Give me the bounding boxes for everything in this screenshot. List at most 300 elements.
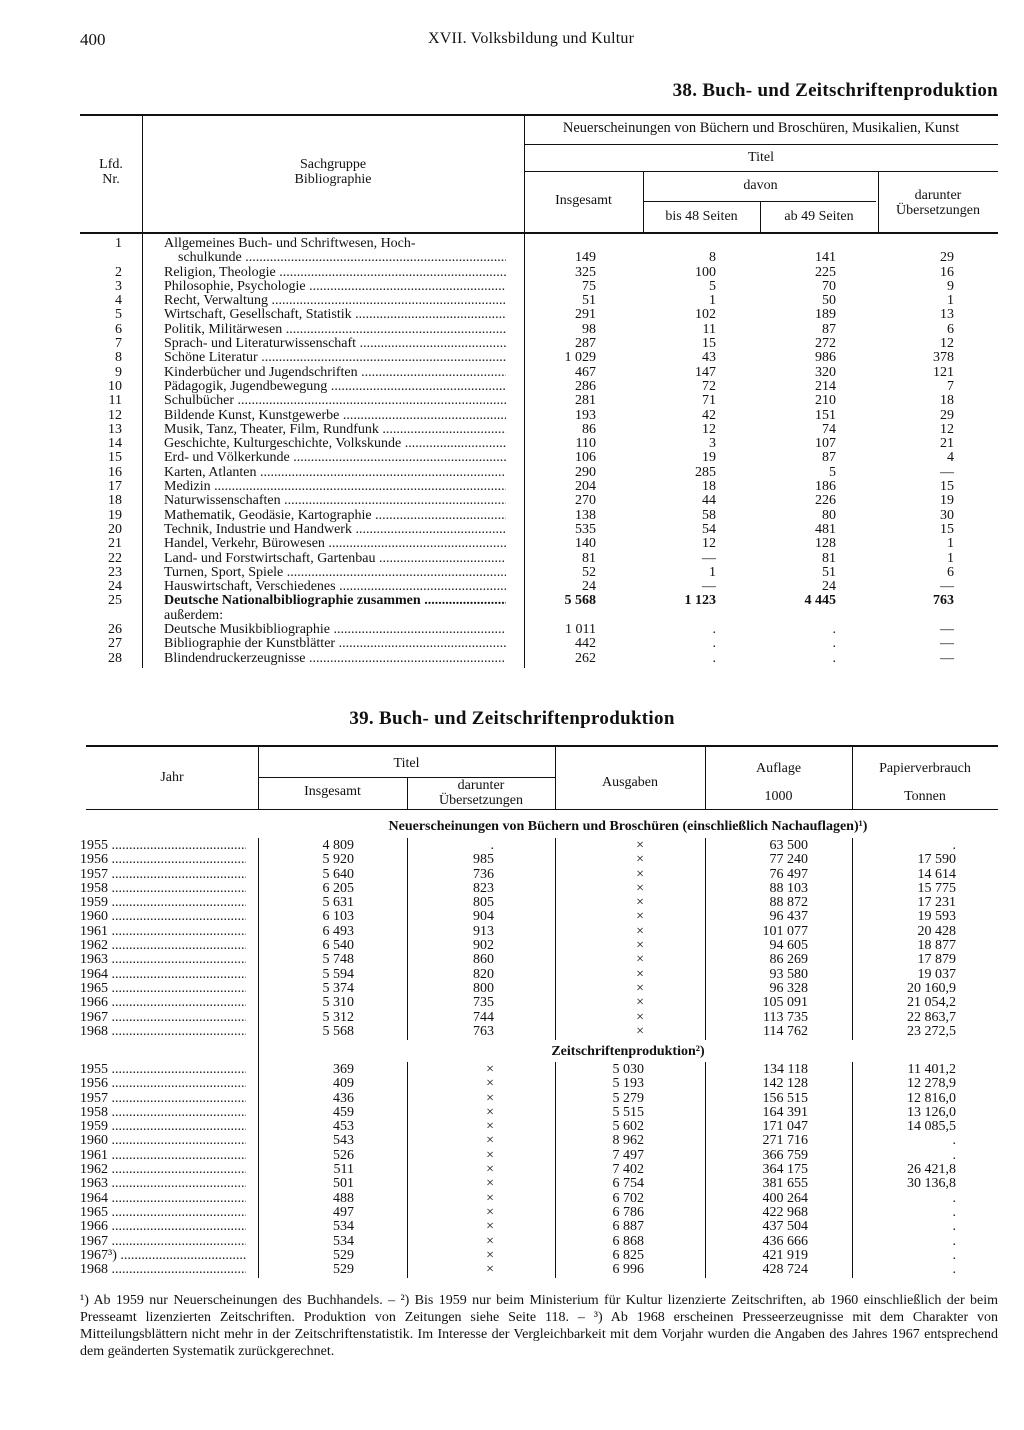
cell-ab49: 186	[815, 479, 836, 495]
table-row	[80, 509, 998, 523]
row-year: 1965 .....	[80, 982, 246, 996]
cell-uebersetzungen: ×	[486, 1090, 494, 1106]
cell-bis48: 12	[702, 536, 716, 552]
cell-ab49: 51	[822, 564, 836, 580]
cell-insgesamt: 1 029	[564, 350, 596, 366]
row-year: 1956 .....	[80, 1077, 246, 1091]
cell-uebersetzungen: 6	[947, 321, 954, 337]
table-row	[80, 237, 998, 251]
cell-bis48: 102	[695, 307, 716, 323]
table-row	[80, 423, 998, 437]
table-row	[80, 1011, 998, 1025]
cell-bis48: 54	[702, 521, 716, 537]
cell-insgesamt: 270	[575, 493, 596, 509]
cell-uebersetzungen: ×	[486, 1262, 494, 1278]
cell-auflage: 437 504	[762, 1219, 808, 1235]
cell-insgesamt: 193	[575, 407, 596, 423]
cell-uebersetzungen: .	[490, 838, 494, 853]
cell-auflage: 381 655	[762, 1176, 808, 1192]
cell-bis48: 43	[702, 350, 716, 366]
cell-insgesamt: 281	[575, 393, 596, 409]
table-row	[80, 652, 998, 666]
cell-auflage: 86 269	[769, 952, 808, 968]
cell-ab49: 74	[822, 421, 836, 437]
cell-auflage: 113 735	[763, 1009, 808, 1025]
cell-ausgaben: 6 868	[612, 1233, 644, 1249]
cell-uebersetzungen: 1	[947, 550, 954, 566]
cell-ab49: 5	[829, 464, 836, 480]
cell-papierverbrauch: 17 590	[917, 852, 956, 868]
row-number: 26	[108, 622, 122, 638]
header-titel: Titel	[748, 150, 774, 165]
row-year: 1957 .....	[80, 868, 246, 882]
header-davon: davon	[743, 178, 778, 193]
header-neuerscheinungen: Neuerscheinungen von Büchern und Broschüren, Musikalien, Kunst	[562, 120, 960, 136]
row-year: 1967³) .....	[80, 1249, 246, 1263]
table-row	[80, 308, 998, 322]
table-row	[80, 594, 998, 608]
cell-uebersetzungen: 744	[473, 1009, 494, 1025]
cell-uebersetzungen: ×	[486, 1247, 494, 1263]
row-label: Turnen, Sport, Spiele .....	[164, 566, 506, 580]
cell-papierverbrauch: .	[952, 1133, 956, 1149]
cell-ausgaben: 6 754	[612, 1176, 644, 1192]
cell-bis48: —	[702, 579, 716, 595]
row-label: Deutsche Musikbibliographie .....	[164, 623, 506, 637]
row-year: 1962 .....	[80, 1163, 246, 1177]
row-year: 1958 .....	[80, 882, 246, 896]
row-number: 16	[108, 464, 122, 480]
cell-uebersetzungen: 13	[940, 307, 954, 323]
cell-ausgaben: 6 825	[612, 1247, 644, 1263]
cell-insgesamt: 4 809	[322, 838, 354, 853]
table-row	[80, 380, 998, 394]
cell-ab49: 50	[822, 293, 836, 309]
row-label: Schulbücher .....	[164, 394, 506, 408]
section-neuerscheinungen: Neuerscheinungen von Büchern und Broschüren (einschließlich Nachauflagen)¹)	[388, 819, 868, 834]
cell-insgesamt: 501	[333, 1176, 354, 1192]
row-label: schulkunde .....	[164, 251, 506, 265]
cell-insgesamt: 5 310	[322, 995, 354, 1011]
cell-ausgaben: ×	[636, 852, 644, 868]
cell-bis48: 12	[702, 421, 716, 437]
cell-insgesamt: 529	[333, 1262, 354, 1278]
table-row	[80, 1092, 998, 1106]
cell-auflage: 101 077	[762, 923, 808, 939]
row-year: 1963 .....	[80, 1177, 246, 1191]
cell-insgesamt: 6 205	[322, 880, 354, 896]
row-label: außerdem:	[164, 608, 224, 623]
row-label: Allgemeines Buch- und Schriftwesen, Hoch-	[164, 237, 416, 251]
cell-bis48: 100	[695, 264, 716, 280]
table-row	[80, 366, 998, 380]
cell-papierverbrauch: .	[952, 1262, 956, 1278]
cell-papierverbrauch: 18 877	[917, 938, 956, 954]
cell-ab49: 128	[815, 536, 836, 552]
table-row	[80, 294, 998, 308]
cell-uebersetzungen: ×	[486, 1147, 494, 1163]
cell-auflage: 114 762	[763, 1023, 808, 1039]
cell-papierverbrauch: 12 278,9	[907, 1076, 956, 1092]
cell-ausgaben: ×	[636, 1023, 644, 1039]
cell-papierverbrauch: 26 421,8	[907, 1162, 956, 1178]
cell-uebersetzungen: 904	[473, 909, 494, 925]
cell-insgesamt: 436	[333, 1090, 354, 1106]
cell-auflage: 77 240	[769, 852, 808, 868]
table-row	[80, 839, 998, 853]
chapter-title: XVII. Volksbildung und Kultur	[428, 30, 635, 47]
row-label: Kinderbücher und Jugendschriften .....	[164, 366, 506, 380]
cell-ab49: 272	[815, 336, 836, 352]
page-number: 400	[80, 30, 106, 49]
table-row	[80, 609, 998, 623]
cell-uebersetzungen: ×	[486, 1204, 494, 1220]
cell-uebersetzungen: 9	[947, 278, 954, 294]
table-row	[80, 323, 998, 337]
row-number: 14	[108, 436, 122, 452]
cell-bis48: 19	[702, 450, 716, 466]
cell-uebersetzungen: ×	[486, 1219, 494, 1235]
cell-bis48: 147	[695, 364, 716, 380]
cell-ausgaben: 6 887	[612, 1219, 644, 1235]
cell-ab49: 214	[815, 378, 836, 394]
cell-insgesamt: 5 594	[322, 966, 354, 982]
cell-uebersetzungen: 30	[940, 507, 954, 523]
row-label: Schöne Literatur .....	[164, 351, 506, 365]
cell-ausgaben: 5 279	[612, 1090, 644, 1106]
cell-papierverbrauch: .	[952, 1147, 956, 1163]
cell-insgesamt: 286	[575, 378, 596, 394]
row-number: 1	[115, 236, 122, 251]
cell-auflage: 400 264	[762, 1190, 808, 1206]
header-sachgruppe: Sachgruppe Bibliographie	[294, 157, 372, 187]
cell-ab49: 107	[815, 436, 836, 452]
row-year: 1966 .....	[80, 1220, 246, 1234]
table-row	[80, 451, 998, 465]
row-year: 1960 .....	[80, 910, 246, 924]
cell-uebersetzungen: 805	[473, 895, 494, 911]
row-year: 1961 .....	[80, 1149, 246, 1163]
cell-ausgaben: ×	[636, 880, 644, 896]
table-row	[80, 566, 998, 580]
cell-bis48: .	[712, 650, 716, 666]
row-year: 1967 .....	[80, 1011, 246, 1025]
cell-auflage: 105 091	[762, 995, 808, 1011]
cell-ausgaben: 5 602	[612, 1119, 644, 1135]
table-row	[80, 1220, 998, 1234]
cell-uebersetzungen: 15	[940, 479, 954, 495]
table-row	[80, 1263, 998, 1277]
row-number: 17	[108, 479, 122, 495]
row-label: Land- und Forstwirtschaft, Gartenbau .....	[164, 552, 506, 566]
row-year: 1958 .....	[80, 1106, 246, 1120]
table-38-title: 38. Buch- und Zeitschriftenproduktion	[672, 80, 998, 101]
table-row	[80, 1206, 998, 1220]
header-insgesamt-39: Insgesamt	[304, 784, 361, 799]
cell-insgesamt: 291	[575, 307, 596, 323]
cell-ab49: 481	[815, 521, 836, 537]
cell-uebersetzungen: 1	[947, 293, 954, 309]
row-number: 18	[108, 493, 122, 509]
cell-papierverbrauch: 19 037	[917, 966, 956, 982]
cell-papierverbrauch: .	[952, 838, 956, 853]
row-number: 2	[115, 264, 122, 280]
cell-ausgaben: 7 402	[612, 1162, 644, 1178]
cell-ausgaben: ×	[636, 909, 644, 925]
cell-papierverbrauch: 17 879	[917, 952, 956, 968]
cell-insgesamt: 453	[333, 1119, 354, 1135]
cell-bis48: .	[712, 622, 716, 638]
row-label: Hauswirtschaft, Verschiedenes .....	[164, 580, 506, 594]
cell-uebersetzungen: ×	[486, 1162, 494, 1178]
cell-ausgaben: ×	[636, 966, 644, 982]
cell-uebersetzungen: —	[940, 464, 954, 480]
cell-insgesamt: 535	[575, 521, 596, 537]
cell-ausgaben: ×	[636, 1009, 644, 1025]
cell-uebersetzungen: 18	[940, 393, 954, 409]
row-number: 22	[108, 550, 122, 566]
table-row	[80, 996, 998, 1010]
cell-uebersetzungen: —	[940, 579, 954, 595]
row-year: 1967 .....	[80, 1235, 246, 1249]
cell-uebersetzungen: 763	[473, 1023, 494, 1039]
table-row	[80, 1134, 998, 1148]
cell-uebersetzungen: —	[940, 636, 954, 652]
cell-bis48: 285	[695, 464, 716, 480]
table-row	[80, 853, 998, 867]
cell-ausgaben: ×	[636, 938, 644, 954]
cell-insgesamt: 497	[333, 1204, 354, 1220]
row-label: Medizin .....	[164, 480, 506, 494]
header-auflage: Auflage	[755, 761, 802, 776]
cell-auflage: 366 759	[762, 1147, 808, 1163]
cell-insgesamt: 75	[582, 278, 596, 294]
header-papierverbrauch: Papierverbrauch	[879, 761, 971, 776]
cell-uebersetzungen: —	[940, 622, 954, 638]
table-row	[80, 1149, 998, 1163]
cell-papierverbrauch: .	[952, 1219, 956, 1235]
table-row	[80, 409, 998, 423]
header-ab49: ab 49 Seiten	[784, 209, 854, 224]
table-row	[80, 266, 998, 280]
cell-auflage: 428 724	[762, 1262, 808, 1278]
cell-papierverbrauch: 12 816,0	[907, 1090, 956, 1106]
table-row	[80, 394, 998, 408]
cell-uebersetzungen: 736	[473, 866, 494, 882]
row-number: 12	[108, 407, 122, 423]
table-row	[80, 494, 998, 508]
cell-ausgaben: ×	[636, 980, 644, 996]
table-row	[80, 1063, 998, 1077]
cell-papierverbrauch: 20 160,9	[907, 980, 956, 996]
cell-insgesamt: 51	[582, 293, 596, 309]
row-year: 1960 .....	[80, 1134, 246, 1148]
header-auflage-unit: 1000	[764, 789, 793, 804]
row-year: 1962 .....	[80, 939, 246, 953]
row-number: 9	[115, 364, 122, 380]
row-year: 1968 .....	[80, 1025, 246, 1039]
row-label: Sprach- und Literaturwissenschaft .....	[164, 337, 506, 351]
table-row	[80, 982, 998, 996]
cell-ab49: 151	[815, 407, 836, 423]
cell-insgesamt: 459	[333, 1104, 354, 1120]
cell-uebersetzungen: ×	[486, 1233, 494, 1249]
header-insgesamt: Insgesamt	[555, 193, 612, 208]
row-year: 1956 .....	[80, 853, 246, 867]
row-label: Politik, Militärwesen .....	[164, 323, 506, 337]
cell-ab49: 189	[815, 307, 836, 323]
row-label: Blindendruckerzeugnisse .....	[164, 652, 506, 666]
table-row	[80, 953, 998, 967]
cell-papierverbrauch: 15 775	[917, 880, 956, 896]
cell-insgesamt: 5 374	[322, 980, 354, 996]
table-row	[80, 637, 998, 651]
table-row	[80, 882, 998, 896]
cell-ausgaben: ×	[636, 838, 644, 853]
row-year: 1959 .....	[80, 896, 246, 910]
row-year: 1965 .....	[80, 1206, 246, 1220]
cell-bis48: 1	[709, 293, 716, 309]
table-row	[80, 939, 998, 953]
cell-papierverbrauch: 20 428	[917, 923, 956, 939]
cell-insgesamt: 6 540	[322, 938, 354, 954]
cell-insgesamt: 52	[582, 564, 596, 580]
table-row	[80, 1106, 998, 1120]
cell-uebersetzungen: ×	[486, 1076, 494, 1092]
row-number: 7	[115, 336, 122, 352]
cell-insgesamt: 529	[333, 1247, 354, 1263]
cell-papierverbrauch: 19 593	[917, 909, 956, 925]
row-label: Philosophie, Psychologie .....	[164, 280, 506, 294]
cell-uebersetzungen: 7	[947, 378, 954, 394]
cell-uebersetzungen: 4	[947, 450, 954, 466]
cell-ausgaben: 5 193	[612, 1076, 644, 1092]
cell-insgesamt: 86	[582, 421, 596, 437]
header-jahr: Jahr	[160, 770, 184, 785]
cell-ausgaben: 5 030	[612, 1062, 644, 1077]
cell-insgesamt: 5 748	[322, 952, 354, 968]
row-year: 1968 .....	[80, 1263, 246, 1277]
cell-papierverbrauch: 22 863,7	[907, 1009, 956, 1025]
row-number: 23	[108, 564, 122, 580]
cell-insgesamt: 5 312	[322, 1009, 354, 1025]
cell-uebersetzungen: ×	[486, 1133, 494, 1149]
row-number: 8	[115, 350, 122, 366]
cell-uebersetzungen: 19	[940, 493, 954, 509]
table-row	[80, 868, 998, 882]
cell-insgesamt: 442	[575, 636, 596, 652]
cell-uebersetzungen: 29	[940, 407, 954, 423]
cell-papierverbrauch: 17 231	[917, 895, 956, 911]
header-ausgaben: Ausgaben	[602, 775, 658, 790]
cell-ab49: .	[832, 636, 836, 652]
cell-bis48: 11	[702, 321, 716, 337]
cell-auflage: 94 605	[769, 938, 808, 954]
cell-uebersetzungen: 902	[473, 938, 494, 954]
cell-ausgaben: ×	[636, 995, 644, 1011]
cell-bis48: 58	[702, 507, 716, 523]
cell-ab49: 225	[815, 264, 836, 280]
cell-insgesamt: 98	[582, 321, 596, 337]
table-row	[80, 1077, 998, 1091]
cell-insgesamt: 6 103	[322, 909, 354, 925]
cell-ausgaben: 6 702	[612, 1190, 644, 1206]
cell-insgesamt: 24	[582, 579, 596, 595]
cell-ab49: 320	[815, 364, 836, 380]
cell-insgesamt: 534	[333, 1233, 354, 1249]
row-label: Mathematik, Geodäsie, Kartographie .....	[164, 509, 506, 523]
row-label: Karten, Atlanten .....	[164, 466, 506, 480]
cell-uebersetzungen: 800	[473, 980, 494, 996]
cell-papierverbrauch: 23 272,5	[907, 1023, 956, 1039]
row-number: 28	[108, 650, 122, 666]
cell-bis48: 42	[702, 407, 716, 423]
table-row	[80, 1163, 998, 1177]
cell-insgesamt: 138	[575, 507, 596, 523]
cell-insgesamt: 140	[575, 536, 596, 552]
table-row	[80, 1025, 998, 1039]
cell-auflage: 436 666	[762, 1233, 808, 1249]
cell-insgesamt: 6 493	[322, 923, 354, 939]
table-row	[80, 580, 998, 594]
cell-uebersetzungen: 735	[473, 995, 494, 1011]
cell-ab49: 87	[822, 321, 836, 337]
table-row	[80, 351, 998, 365]
row-number: 24	[108, 579, 122, 595]
cell-bis48: 1 123	[684, 593, 716, 609]
cell-papierverbrauch: 13 126,0	[907, 1104, 956, 1120]
cell-auflage: 88 103	[769, 880, 808, 896]
cell-bis48: 3	[709, 436, 716, 452]
row-label: Musik, Tanz, Theater, Film, Rundfunk .....	[164, 423, 506, 437]
row-year: 1963 .....	[80, 953, 246, 967]
cell-bis48: 72	[702, 378, 716, 394]
row-year: 1955 .....	[80, 1063, 246, 1077]
cell-insgesamt: 467	[575, 364, 596, 380]
table-row	[80, 552, 998, 566]
row-number: 4	[115, 293, 122, 309]
cell-ab49: 986	[815, 350, 836, 366]
cell-ab49: 80	[822, 507, 836, 523]
row-number: 13	[108, 421, 122, 437]
row-number: 21	[108, 536, 122, 552]
cell-papierverbrauch: 14 085,5	[907, 1119, 956, 1135]
cell-ausgaben: ×	[636, 952, 644, 968]
header-titel-39: Titel	[393, 756, 420, 771]
cell-auflage: 171 047	[762, 1119, 808, 1135]
cell-uebersetzungen: 985	[473, 852, 494, 868]
cell-insgesamt: 287	[575, 336, 596, 352]
cell-bis48: —	[702, 550, 716, 566]
row-label: Religion, Theologie .....	[164, 266, 506, 280]
cell-uebersetzungen: ×	[486, 1176, 494, 1192]
table-row	[80, 910, 998, 924]
cell-ausgaben: 7 497	[612, 1147, 644, 1163]
table-row	[80, 537, 998, 551]
cell-uebersetzungen: 913	[473, 923, 494, 939]
cell-insgesamt: 262	[575, 650, 596, 666]
cell-ab49: 210	[815, 393, 836, 409]
table-row	[80, 523, 998, 537]
cell-uebersetzungen: 12	[940, 421, 954, 437]
cell-auflage: 93 580	[769, 966, 808, 982]
cell-insgesamt: 5 631	[322, 895, 354, 911]
cell-ausgaben: 6 996	[612, 1262, 644, 1278]
row-year: 1966 .....	[80, 996, 246, 1010]
row-number: 27	[108, 636, 122, 652]
cell-ab49: 141	[815, 250, 836, 266]
row-label: Erd- und Völkerkunde .....	[164, 451, 506, 465]
